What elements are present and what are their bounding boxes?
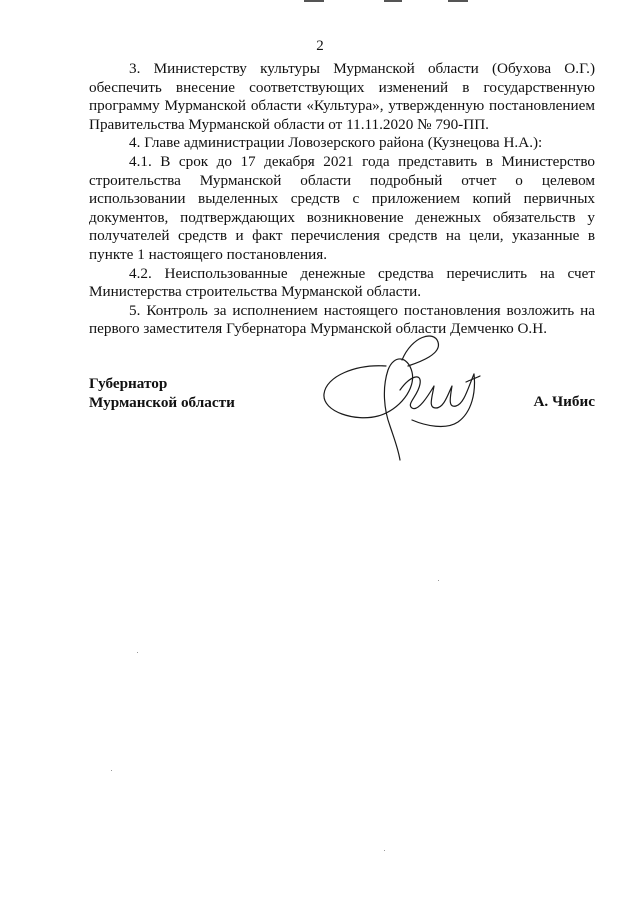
paragraph-5-control: 5. Контроль за исполнением настоящего постановления возложить на первого заместителя Губернатора Мурманской области Демченко О.Н.	[89, 301, 595, 338]
scan-speck	[384, 850, 385, 851]
paragraph-4-lovozero-head: 4. Главе администрации Ловозерского района (Кузнецова Н.А.):	[129, 134, 543, 152]
paragraph-4-1-report: 4.1. В срок до 17 декабря 2021 года представить в Министерство строительства Мурманской области подробный отчет о целевом использовании выделенных средств с приложением копий первичных документов, подтверждающих возникновение денежных обязательств у получателей средств и факт перечисления средств на цели, указанные в пункте 1 настоящего постановления.	[89, 152, 595, 263]
scan-artifacts	[0, 0, 640, 6]
signatory-position	[89, 374, 235, 412]
paragraph-3-ministry-culture: 3. Министерству культуры Мурманской области (Обухова О.Г.) обеспечить внесение соответствующих изменений в государственную программу Мурманской области «Культура», утвержденную постановлением Правительства Мурманской области от 11.11.2020 № 790-ПП.	[89, 60, 595, 133]
page-number: 2	[316, 38, 324, 54]
position-region: Мурманской области	[89, 394, 235, 411]
signatory-name: А. Чибис	[533, 393, 595, 410]
document-body	[89, 60, 595, 339]
position-title: Губернатор	[89, 375, 168, 392]
handwritten-signature-icon	[316, 326, 506, 466]
paragraph-4-2-unused-funds: 4.2. Неиспользованные денежные средства перечислить на счет Министерства строительства Мурманской области.	[89, 264, 595, 301]
scan-speck	[111, 770, 112, 771]
scan-speck	[438, 580, 439, 581]
scan-speck	[137, 652, 138, 653]
